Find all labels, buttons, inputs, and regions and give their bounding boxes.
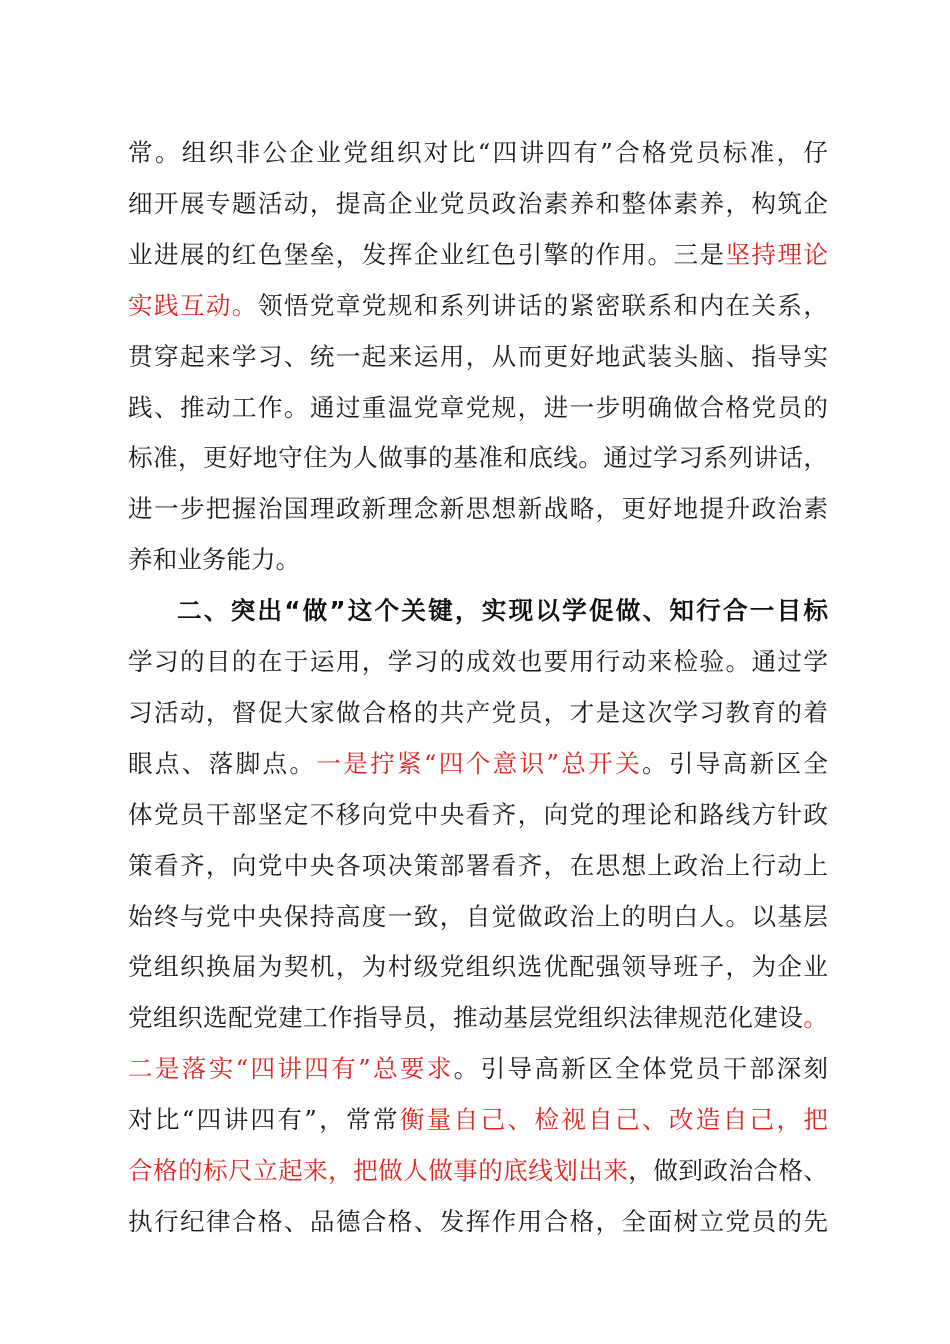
text-line xyxy=(128,637,828,687)
body-text: 领悟党章党规和系列讲话的紧密联系和内在关系， xyxy=(257,290,828,320)
body-text: 标准，更好地守住为人做事的基准和底线。通过学习系列讲话， xyxy=(128,443,828,473)
body-text: 贯穿起来学习、统一起来运用，从而更好地武装头脑、指导实 xyxy=(128,341,828,371)
text-line xyxy=(128,1146,828,1196)
body-text: 学习的目的在于运用，学习的成效也要用行动来检验。通过学 xyxy=(128,647,828,676)
text-line xyxy=(128,1197,828,1247)
text-line xyxy=(128,433,828,483)
body-text: 习活动，督促大家做合格的共产党员，才是这次学习教育的着 xyxy=(128,697,828,727)
body-text: 策看齐，向党中央各项决策部署看齐，在思想上政治上行动上 xyxy=(128,850,828,880)
text-line xyxy=(128,790,828,840)
text-line xyxy=(128,942,828,992)
section-heading xyxy=(177,586,828,636)
text-line xyxy=(128,281,828,331)
highlighted-text: 坚持理论 xyxy=(725,239,828,269)
body-text: 践、推动工作。通过重温党章党规，进一步明确做合格党员的 xyxy=(128,392,828,422)
highlighted-text: 二是落实“四讲四有”总要求 xyxy=(128,1054,454,1084)
highlighted-text: 衡量自己、检视自己、改造自己，把 xyxy=(399,1105,828,1135)
text-line xyxy=(128,128,828,178)
text-line xyxy=(128,739,828,789)
body-text: 。引导高新区全体党员干部深刻 xyxy=(453,1054,828,1084)
body-text: 进一步把握治国理政新理念新思想新战略，更好地提升政治素 xyxy=(128,494,828,524)
body-text: 党组织选配党建工作指导员，推动基层党组织法律规范化建设 xyxy=(128,1003,804,1033)
text-line xyxy=(128,1095,828,1145)
body-text: 体党员干部坚定不移向党中央看齐，向党的理论和路线方针政 xyxy=(128,799,828,829)
text-line xyxy=(128,179,828,229)
body-text: ，做到政治合格、 xyxy=(628,1156,828,1185)
body-text: 眼点、落脚点。 xyxy=(128,748,317,778)
body-text: 养和业务能力。 xyxy=(128,545,301,575)
body-text: 细开展专题活动，提高企业党员政治素养和整体素养，构筑企 xyxy=(128,188,828,218)
body-text: 执行纪律合格、品德合格、发挥作用合格，全面树立党员的先 xyxy=(128,1206,828,1236)
text-line xyxy=(128,535,828,585)
body-text: 。引导高新区全 xyxy=(641,748,828,778)
text-line xyxy=(128,332,828,382)
highlighted-text: 实践互动。 xyxy=(128,290,258,320)
text-line xyxy=(128,1044,828,1094)
text-line xyxy=(128,484,828,534)
highlighted-text: 一是拧紧“四个意识”总开关 xyxy=(316,748,642,778)
text-line xyxy=(128,993,828,1043)
body-text: 二、突出“做”这个关键，实现以学促做、知行合一目标 xyxy=(177,596,828,626)
body-text: 对比“四讲四有”，常常 xyxy=(128,1105,400,1135)
text-line xyxy=(128,688,828,738)
body-text: 始终与党中央保持高度一致，自觉做政治上的明白人。以基层 xyxy=(128,901,828,931)
highlighted-text: 。 xyxy=(803,1003,828,1033)
highlighted-text: 合格的标尺立起来，把做人做事的底线划出来 xyxy=(128,1156,629,1185)
body-text: 党组织换届为契机，为村级党组织选优配强领导班子，为企业 xyxy=(128,952,828,982)
text-line xyxy=(128,892,828,942)
text-line xyxy=(128,383,828,433)
text-line xyxy=(128,230,828,280)
body-text: 业进展的红色堡垒，发挥企业红色引擎的作用。三是 xyxy=(128,239,726,269)
body-text: 常。组织非公企业党组织对比“四讲四有”合格党员标准，仔 xyxy=(128,138,828,167)
text-line xyxy=(128,841,828,891)
